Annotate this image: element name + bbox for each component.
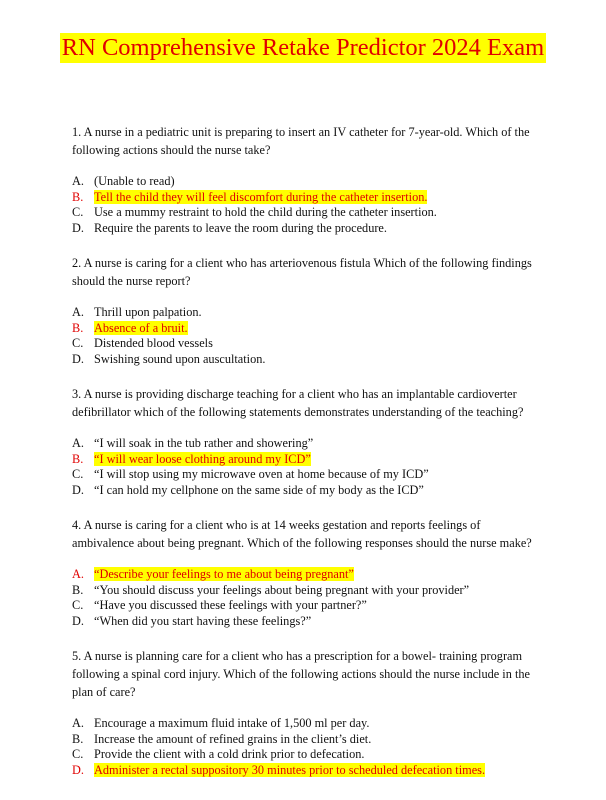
- question-3: [72, 385, 542, 498]
- option-letter: A.: [72, 305, 84, 319]
- option-letter: A.: [72, 174, 84, 188]
- option-text: “Describe your feelings to me about being pregnant”: [94, 567, 354, 581]
- answer-option-d: [72, 483, 542, 499]
- question-stem: 3. A nurse is providing discharge teaching for a client who has an implantable cardioverter defibrillator which of the following statements demonstrates understanding of the teaching?: [72, 387, 524, 419]
- title-wrap: [0, 33, 606, 63]
- option-text: Encourage a maximum fluid intake of 1,500 ml per day.: [94, 716, 370, 730]
- question-1: [72, 123, 542, 236]
- option-text: Increase the amount of refined grains in the client’s diet.: [94, 731, 372, 746]
- answer-option-b: [72, 583, 542, 599]
- option-text: Use a mummy restraint to hold the child during the catheter insertion.: [94, 205, 437, 219]
- answer-options: [72, 436, 542, 498]
- answer-option-a: [72, 436, 542, 452]
- answer-option-c: [72, 467, 542, 483]
- option-letter: D.: [72, 613, 84, 628]
- question-2: [72, 254, 542, 367]
- answer-option-d: [72, 221, 542, 237]
- answer-option-d: [72, 763, 542, 779]
- question-list: [72, 123, 542, 796]
- answer-options: [72, 567, 542, 629]
- option-letter: C.: [72, 336, 84, 350]
- answer-options: [72, 174, 542, 236]
- option-text: (Unable to read): [94, 174, 175, 188]
- option-text: “I will stop using my microwave oven at home because of my ICD”: [94, 467, 429, 481]
- option-letter: D.: [72, 762, 84, 777]
- option-letter: B.: [72, 189, 84, 204]
- option-letter: D.: [72, 482, 84, 497]
- option-letter: C.: [72, 467, 84, 481]
- question-stem: 2. A nurse is caring for a client who has arteriovenous fistula Which of the following findings should the nurse report?: [72, 256, 532, 288]
- answer-option-b: [72, 190, 542, 206]
- option-text: “I will soak in the tub rather and showering”: [94, 436, 314, 450]
- option-letter: B.: [72, 582, 84, 597]
- option-text: Swishing sound upon auscultation.: [94, 351, 266, 366]
- option-text: “Have you discussed these feelings with your partner?”: [94, 598, 367, 612]
- option-letter: C.: [72, 747, 84, 761]
- option-text: Require the parents to leave the room during the procedure.: [94, 220, 387, 235]
- option-letter: A.: [72, 716, 84, 730]
- question-stem: 1. A nurse in a pediatric unit is preparing to insert an IV catheter for 7-year-old. Which of the following actions should the nurse take?: [72, 125, 530, 157]
- answer-option-d: [72, 352, 542, 368]
- answer-option-d: [72, 614, 542, 630]
- answer-option-c: [72, 747, 542, 763]
- option-text: Distended blood vessels: [94, 336, 213, 350]
- option-text: “When did you start having these feelings?”: [94, 613, 312, 628]
- answer-option-c: [72, 598, 542, 614]
- option-letter: A.: [72, 436, 84, 450]
- option-text: “I can hold my cellphone on the same side of my body as the ICD”: [94, 482, 424, 497]
- option-letter: C.: [72, 205, 84, 219]
- option-letter: B.: [72, 731, 84, 746]
- answer-options: [72, 305, 542, 367]
- question-4: [72, 516, 542, 629]
- option-text: Tell the child they will feel discomfort during the catheter insertion.: [94, 189, 428, 204]
- option-letter: C.: [72, 598, 84, 612]
- answer-option-b: [72, 321, 542, 337]
- option-letter: B.: [72, 451, 84, 466]
- question-stem: 4. A nurse is caring for a client who is at 14 weeks gestation and reports feelings of ambivalence about being pregnant. Which of the following responses should the nurse make?: [72, 518, 532, 550]
- option-letter: D.: [72, 220, 84, 235]
- answer-option-c: [72, 205, 542, 221]
- option-text: “You should discuss your feelings about being pregnant with your provider”: [94, 582, 470, 597]
- option-letter: B.: [72, 320, 84, 335]
- option-letter: D.: [72, 351, 84, 366]
- answer-option-a: [72, 305, 542, 321]
- question-5: [72, 647, 542, 778]
- answer-option-a: [72, 174, 542, 190]
- answer-option-c: [72, 336, 542, 352]
- option-letter: A.: [72, 567, 84, 581]
- option-text: Thrill upon palpation.: [94, 305, 202, 319]
- answer-option-b: [72, 452, 542, 468]
- option-text: “I will wear loose clothing around my ICD”: [94, 451, 311, 466]
- question-stem: 5. A nurse is planning care for a client who has a prescription for a bowel- training program following a spinal cord injury. Which of the following actions should the nurse include in the plan of care?: [72, 649, 530, 699]
- option-text: Provide the client with a cold drink prior to defecation.: [94, 747, 365, 761]
- answer-option-a: [72, 567, 542, 583]
- page-title: RN Comprehensive Retake Predictor 2024 Exam: [61, 34, 545, 61]
- option-text: Administer a rectal suppository 30 minutes prior to scheduled defecation times.: [94, 762, 486, 777]
- answer-option-b: [72, 732, 542, 748]
- answer-options: [72, 716, 542, 778]
- answer-option-a: [72, 716, 542, 732]
- option-text: Absence of a bruit.: [94, 320, 188, 335]
